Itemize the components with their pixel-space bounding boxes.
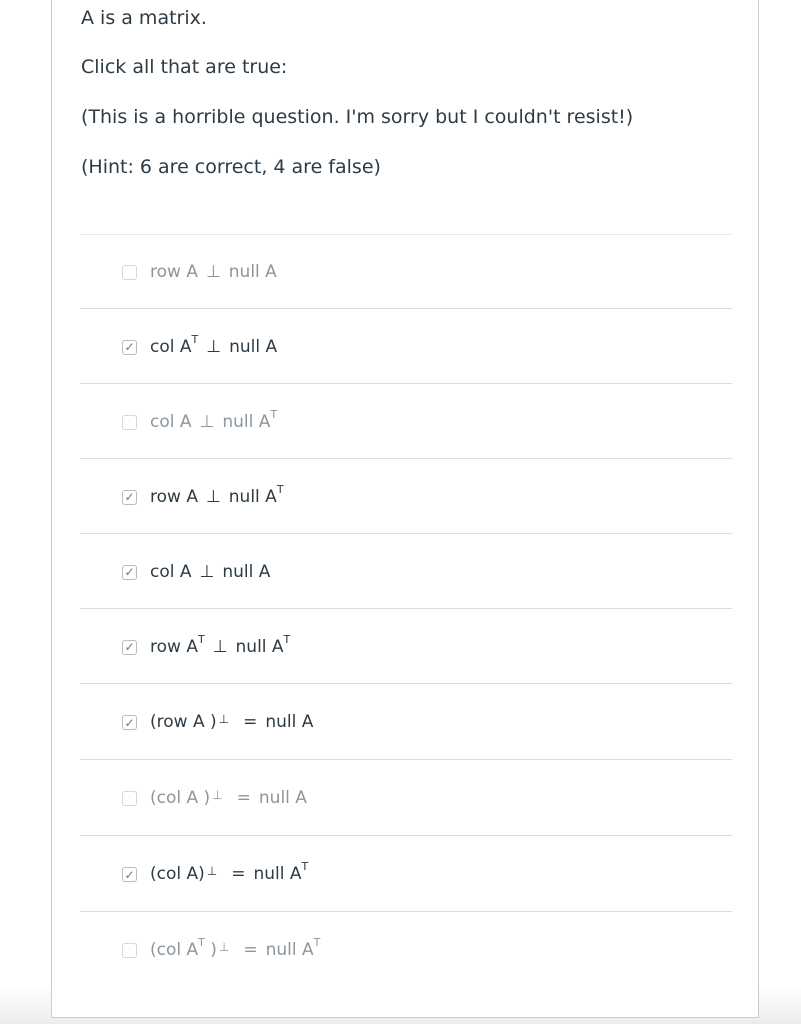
answer-left-term: row A [150, 486, 198, 507]
check-icon: ✓ [124, 715, 135, 730]
answer-checkbox[interactable] [122, 715, 137, 730]
check-icon: ✓ [124, 490, 135, 504]
answer-option[interactable] [80, 683, 732, 759]
answer-left-term: col A [150, 411, 192, 432]
answer-checkbox[interactable] [122, 943, 137, 958]
answer-option[interactable] [80, 608, 732, 683]
equals-sign: = [236, 788, 251, 808]
answer-checkbox[interactable] [122, 490, 137, 505]
answer-option[interactable] [80, 234, 732, 308]
answer-option[interactable] [80, 458, 732, 533]
answer-checkbox[interactable] [122, 867, 137, 882]
question-text-4: (Hint: 6 are correct, 4 are false) [81, 156, 381, 178]
answer-option[interactable] [80, 835, 732, 911]
answer-checkbox[interactable] [122, 565, 137, 580]
answer-label [150, 407, 278, 433]
perpendicular-icon: ⊥ [199, 561, 215, 582]
answer-checkbox[interactable] [122, 415, 137, 430]
answer-option[interactable] [80, 911, 732, 987]
answer-checkbox[interactable] [122, 340, 137, 355]
answer-label [150, 632, 291, 658]
equals-sign: = [243, 940, 258, 960]
check-icon: ✓ [124, 640, 135, 654]
answer-right-term: null A [228, 262, 277, 282]
answer-right-term: null A [253, 864, 302, 884]
answer-left-close: ) [204, 940, 217, 960]
question-card [51, 0, 759, 1018]
answer-label [150, 711, 313, 733]
orthogonal-complement-icon: ⊥ [218, 940, 230, 954]
check-icon: ✓ [124, 565, 135, 579]
transpose-superscript: T [276, 482, 284, 496]
answer-label [150, 936, 321, 961]
question-text-1: A is a matrix. [81, 7, 207, 29]
answer-left-term: (row A ) [150, 712, 217, 732]
check-icon: ✓ [124, 340, 135, 354]
perpendicular-icon: ⊥ [205, 262, 221, 282]
transpose-superscript: T [313, 936, 321, 949]
transpose-superscript: T [197, 632, 205, 646]
answer-right-term: null A [258, 788, 307, 808]
perpendicular-icon: ⊥ [199, 411, 215, 432]
answer-list [80, 234, 732, 987]
answer-left-term: (col A) [150, 864, 205, 884]
answer-option[interactable] [80, 383, 732, 458]
transpose-superscript: T [283, 632, 291, 646]
question-text-3: (This is a horrible question. I'm sorry but I couldn't resist!) [81, 106, 634, 128]
answer-left-term: col A [150, 336, 192, 357]
answer-right-term: null A [265, 712, 314, 732]
perpendicular-icon: ⊥ [205, 486, 221, 507]
answer-label [150, 332, 278, 358]
answer-left-term: (col A ) [150, 788, 211, 808]
answer-option[interactable] [80, 308, 732, 383]
answer-left-term: row A [150, 262, 198, 282]
answer-left-term: row A [150, 636, 198, 657]
answer-left-term: (col A [150, 940, 199, 960]
orthogonal-complement-icon: ⊥ [206, 864, 218, 878]
transpose-superscript: T [301, 860, 309, 873]
answer-right-term: null A [228, 486, 277, 507]
perpendicular-icon: ⊥ [206, 336, 222, 357]
answer-option[interactable] [80, 759, 732, 835]
answer-checkbox[interactable] [122, 791, 137, 806]
perpendicular-icon: ⊥ [212, 636, 228, 657]
answer-checkbox[interactable] [122, 640, 137, 655]
answer-option[interactable] [80, 533, 732, 608]
transpose-superscript: T [191, 332, 199, 346]
answer-label [150, 482, 284, 508]
answer-right-term: null A [222, 411, 271, 432]
answer-checkbox[interactable] [122, 265, 137, 280]
answer-right-term: null A [235, 636, 284, 657]
answer-label [150, 561, 270, 583]
orthogonal-complement-icon: ⊥ [218, 712, 230, 726]
check-icon: ✓ [124, 867, 135, 882]
equals-sign: = [243, 712, 258, 732]
answer-label [150, 261, 277, 283]
answer-right-term: null A [229, 336, 278, 357]
answer-left-term: col A [150, 561, 192, 582]
answer-right-term: null A [265, 940, 314, 960]
orthogonal-complement-icon: ⊥ [212, 788, 223, 802]
answer-label [150, 787, 307, 809]
equals-sign: = [231, 864, 246, 884]
transpose-superscript: T [270, 407, 278, 421]
answer-label [150, 860, 309, 885]
answer-right-term: null A [222, 561, 271, 582]
transpose-superscript: T [198, 936, 205, 949]
question-text-2: Click all that are true: [81, 56, 288, 78]
